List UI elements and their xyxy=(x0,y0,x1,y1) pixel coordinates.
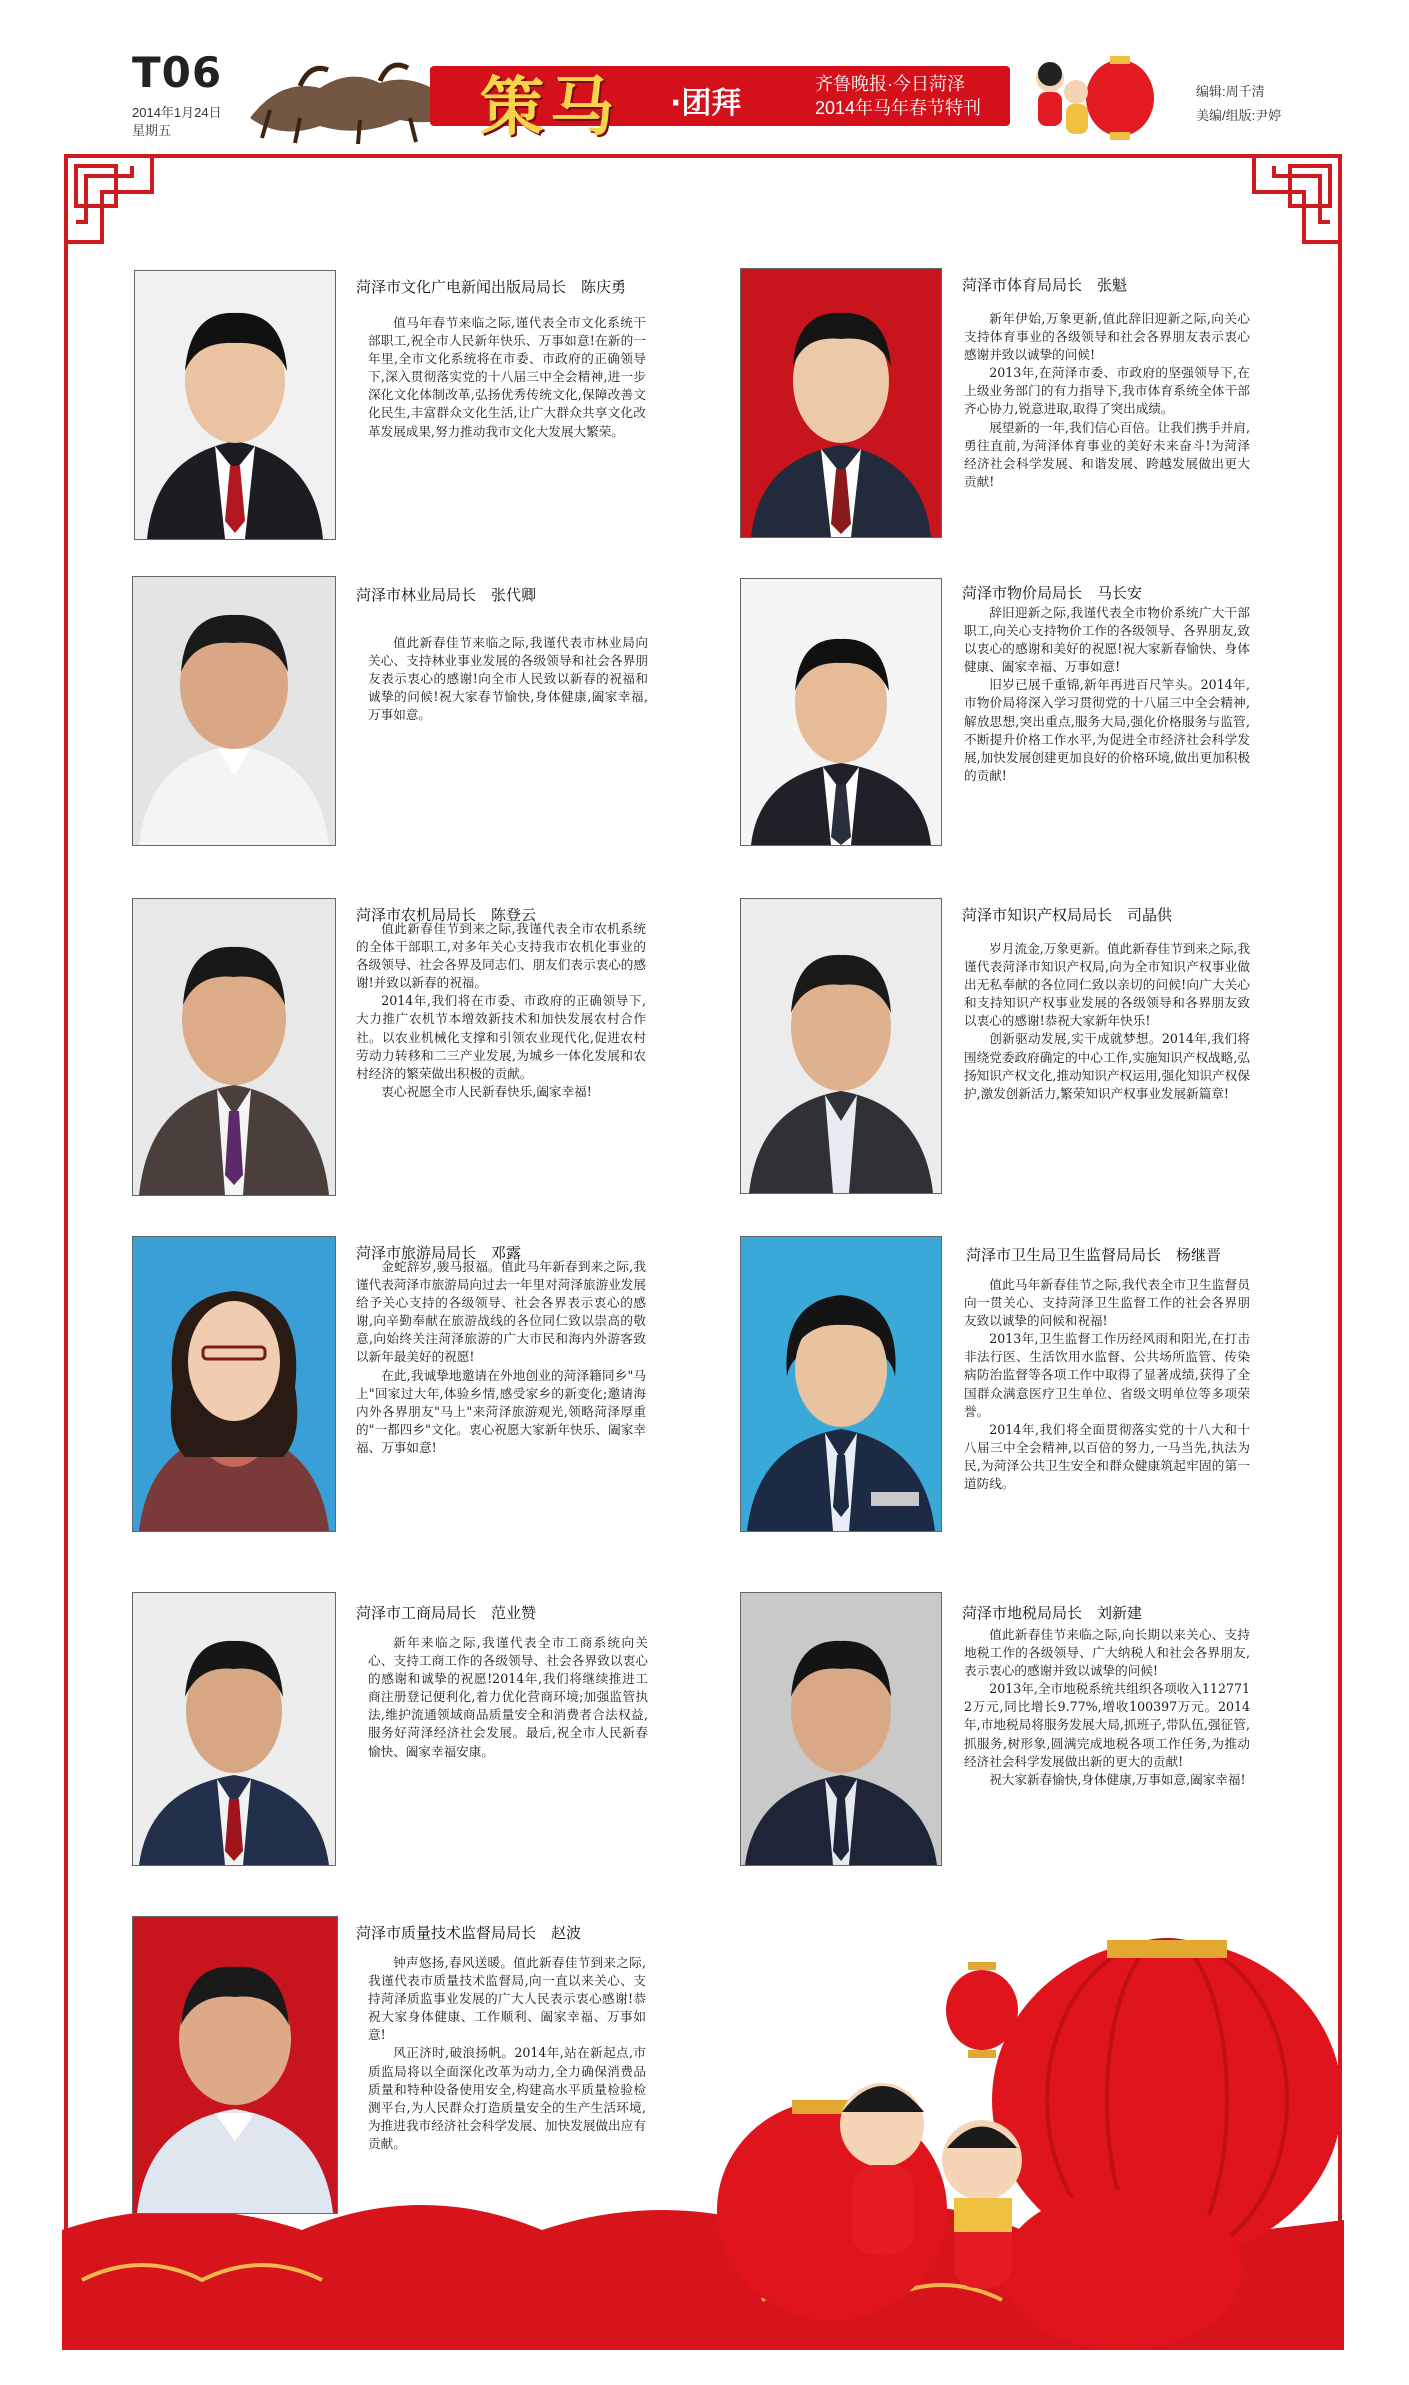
card-paragraph: 展望新的一年,我们信心百倍。让我们携手并肩,勇往直前,为菏泽体育事业的美好未来奋斗!为菏泽经济社会科学发展、和谐发展、跨越发展做出更大贡献! xyxy=(964,419,1250,489)
banner-special-edition: 2014年马年春节特刊 xyxy=(815,98,982,118)
portrait-photo-2 xyxy=(132,576,336,846)
masthead-banner xyxy=(240,48,1160,148)
card-body-9 xyxy=(964,1626,1250,1789)
card-title-3: 菏泽市物价局局长 马长安 xyxy=(962,585,1143,602)
card-title-7: 菏泽市卫生局卫生监督局局长 杨继晋 xyxy=(966,1247,1222,1264)
portrait-silhouette xyxy=(741,1237,941,1531)
card-body-8 xyxy=(368,1634,648,1761)
card-body-7 xyxy=(964,1276,1250,1493)
card-paragraph: 2014年,我们将在市委、市政府的正确领导下,大力推广农机节本增效新技术和加快发展农村合作社。以农业机械化支撑和引领农业现代化,促进农村劳动力转移和二三产业发展,为城乡一体化发展和农村经济的繁荣做出积极的贡献。 xyxy=(356,993,646,1081)
portrait-silhouette xyxy=(741,1593,941,1865)
card-paragraph: 2013年,卫生监督工作历经风雨和阳光,在打击非法行医、生活饮用水监督、公共场所监管、传染病防治监督等各项工作中取得了显著成绩,获得了全国群众满意医疗卫生单位、省级文明单位等多项荣誉。 xyxy=(964,1331,1250,1419)
card-paragraph: 旧岁已展千重锦,新年再进百尺竿头。2014年,市物价局将深入学习贯彻党的十八届三中全会精神,解放思想,突出重点,服务大局,强化价格服务与监管,不断提升价格工作水平,为促进全市经济社会科学发展,加快发展创建更加良好的价格环境,做出更加积极的贡献! xyxy=(964,677,1250,783)
card-title-1: 菏泽市体育局局长 张魁 xyxy=(962,277,1128,294)
portrait-silhouette xyxy=(741,269,941,537)
card-title-10: 菏泽市质量技术监督局局长 赵波 xyxy=(356,1925,582,1942)
portrait-photo-1 xyxy=(740,268,942,538)
editor-credits xyxy=(1196,80,1281,128)
portrait-photo-3 xyxy=(740,578,942,846)
card-title-8: 菏泽市工商局局长 范业赞 xyxy=(356,1605,537,1622)
portrait-silhouette xyxy=(133,1237,335,1531)
card-body-4 xyxy=(356,920,646,1101)
card-paragraph: 2013年,在菏泽市委、市政府的坚强领导下,在上级业务部门的有力指导下,我市体育系统全体干部齐心协力,锐意进取,取得了突出成绩。 xyxy=(964,365,1250,417)
portrait-photo-8 xyxy=(132,1592,336,1866)
card-body-3 xyxy=(964,604,1250,785)
card-paragraph: 值此马年新春佳节之际,我代表全市卫生监督员向一贯关心、支持菏泽卫生监督工作的社会各界朋友致以诚挚的问候和祝福! xyxy=(964,1277,1250,1329)
card-title-9: 菏泽市地税局局长 刘新建 xyxy=(962,1605,1143,1622)
card-paragraph: 2013年,全市地税系统共组织各项收入1127712万元,同比增长9.77%,增收100397万元。2014年,市地税局将服务发展大局,抓班子,带队伍,强征管,抓服务,树形象,圆满完成地税各项工作任务,为推动经济社会科学发展做出新的更大的贡献! xyxy=(964,1681,1250,1769)
card-title-2: 菏泽市林业局局长 张代卿 xyxy=(356,587,537,604)
portrait-photo-6 xyxy=(132,1236,336,1532)
editor-name: 编辑:周千清 xyxy=(1196,84,1265,99)
portrait-silhouette xyxy=(135,271,335,539)
portrait-photo-7 xyxy=(740,1236,942,1532)
card-paragraph: 创新驱动发展,实干成就梦想。2014年,我们将围绕党委政府确定的中心工作,实施知识产权战略,弘扬知识产权文化,推动知识产权运用,强化知识产权保护,激发创新活力,繁荣知识产权事业发展新篇章! xyxy=(964,1031,1250,1101)
portrait-photo-4 xyxy=(132,898,336,1196)
card-paragraph: 值马年春节来临之际,谨代表全市文化系统干部职工,祝全市人民新年快乐、万事如意!在新的一年里,全市文化系统将在市委、市政府的正确领导下,深入贯彻落实党的十八届三中全会精神,进一步深化文化体制改革,弘扬优秀传统文化,保障改善文化民生,丰富群众文化生活,让广大群众共享文化改革发展成果,努力推动我市文化大发展大繁荣。 xyxy=(368,315,646,439)
card-title-5: 菏泽市知识产权局局长 司晶供 xyxy=(962,907,1173,924)
portrait-silhouette xyxy=(133,577,335,845)
portrait-silhouette xyxy=(133,899,335,1195)
card-paragraph: 岁月流金,万象更新。值此新春佳节到来之际,我谨代表菏泽市知识产权局,向为全市知识产权事业做出无私奉献的各位同仁致以亲切的问候!向广大关心和支持知识产权事业发展的各级领导和各界朋友致以衷心的感谢!恭祝大家新年快乐! xyxy=(964,941,1250,1029)
date-text: 2014年1月24日 xyxy=(132,105,222,120)
card-title-0: 菏泽市文化广电新闻出版局局长 陈庆勇 xyxy=(356,279,627,296)
portrait-silhouette xyxy=(741,899,941,1193)
card-body-2 xyxy=(368,634,648,724)
card-title-4: 菏泽市农机局局长 陈登云 xyxy=(356,907,537,924)
portrait-silhouette xyxy=(133,1917,337,2213)
card-paragraph: 金蛇辞岁,骏马报福。值此马年新春到来之际,我谨代表菏泽市旅游局向过去一年里对菏泽旅游业发展给予关心支持的各级领导、社会各界表示衷心的感谢,向辛勤奉献在旅游战线的各位同仁致以崇高的敬意,向始终关注菏泽旅游的广大市民和海内外游客致以新年最美好的祝愿! xyxy=(356,1259,646,1365)
card-body-0 xyxy=(368,314,646,441)
card-paragraph: 钟声悠扬,春风送暖。值此新春佳节到来之际,我谨代表市质量技术监督局,向一直以来关心、支持菏泽质监事业发展的广大人民表示衷心感谢!恭祝大家身体健康、工作顺利、阖家幸福、万事如意! xyxy=(368,1955,646,2043)
card-body-1 xyxy=(964,310,1250,491)
card-paragraph: 2014年,我们将全面贯彻落实党的十八大和十八届三中全会精神,以百倍的努力,一马当先,执法为民,为菏泽公共卫生安全和群众健康筑起牢固的第一道防线。 xyxy=(964,1421,1250,1492)
card-paragraph: 值此新春佳节来临之际,向长期以来关心、支持地税工作的各级领导、广大纳税人和社会各界朋友,表示衷心的感谢并致以诚挚的问候! xyxy=(964,1627,1250,1679)
portrait-silhouette xyxy=(133,1593,335,1865)
card-body-10 xyxy=(368,1954,646,2153)
card-paragraph: 祝大家新春愉快,身体健康,万事如意,阖家幸福! xyxy=(989,1771,1246,1787)
card-paragraph: 新年伊始,万象更新,值此辞旧迎新之际,向关心支持体育事业的各级领导和社会各界朋友表示衷心感谢并致以诚挚的问候! xyxy=(964,311,1250,363)
card-paragraph: 新年来临之际,我谨代表全市工商系统向关心、支持工商工作的各级领导、社会各界致以衷心的感谢和诚挚的祝愿!2014年,我们将继续推进工商注册登记便利化,着力优化营商环境;加强监管执法,维护流通领域商品质量安全和消费者合法权益,服务好菏泽经济社会发展。最后,祝全市人民新春愉快、阖家幸福安康。 xyxy=(368,1635,648,1759)
card-paragraph: 在此,我诚挚地邀请在外地创业的菏泽籍同乡"马上"回家过大年,体验乡情,感受家乡的新变化;邀请海内外各界朋友"马上"来菏泽旅游观光,领略菏泽厚重的"一都四乡"文化。衷心祝愿大家新年快乐、阖家幸福、万事如意! xyxy=(356,1367,646,1455)
portrait-photo-9 xyxy=(740,1592,942,1866)
page-number: T06 xyxy=(132,48,223,97)
weekday-text: 星期五 xyxy=(132,123,172,138)
issue-date xyxy=(132,104,222,140)
banner-subtitle: ·团拜 xyxy=(670,86,742,121)
card-paragraph: 值此新春佳节来临之际,我谨代表市林业局向关心、支持林业事业发展的各级领导和社会各界朋友表示衷心的感谢!向全市人民致以新春的祝福和诚挚的问候!祝大家春节愉快,身体健康,阖家幸福,万事如意。 xyxy=(368,635,648,723)
card-body-6 xyxy=(356,1258,646,1457)
portrait-silhouette xyxy=(741,579,941,845)
card-paragraph: 衷心祝愿全市人民新春快乐,阖家幸福! xyxy=(381,1083,592,1099)
portrait-photo-10 xyxy=(132,1916,338,2214)
card-paragraph: 值此新春佳节到来之际,我谨代表全市农机系统的全体干部职工,对多年关心支持我市农机化事业的各级领导、社会各界及同志们、朋友们表示衷心的感谢!并致以新春的祝福。 xyxy=(356,921,646,991)
portrait-photo-0 xyxy=(134,270,336,540)
banner-paper-name: 齐鲁晚报·今日菏泽 xyxy=(815,74,965,94)
card-body-5 xyxy=(964,940,1250,1103)
lantern-kids-decoration xyxy=(1010,48,1160,148)
banner-calligraphy-title: 策马 xyxy=(480,70,620,145)
designer-name: 美编/组版:尹婷 xyxy=(1196,108,1282,123)
portrait-photo-5 xyxy=(740,898,942,1194)
card-paragraph: 风正济时,破浪扬帆。2014年,站在新起点,市质监局将以全面深化改革为动力,全力确保消费品质量和特种设备使用安全,构建高水平质量检验检测平台,为人民群众打造质量安全的生产生活环境,为推进我市经济社会科学发展、加快发展做出应有贡献。 xyxy=(368,2045,646,2151)
card-title-6: 菏泽市旅游局局长 邓露 xyxy=(356,1245,522,1262)
card-paragraph: 辞旧迎新之际,我谨代表全市物价系统广大干部职工,向关心支持物价工作的各级领导、各界朋友,致以衷心的感谢和美好的祝愿!祝大家新春愉快、身体健康、阖家幸福、万事如意! xyxy=(964,605,1250,675)
